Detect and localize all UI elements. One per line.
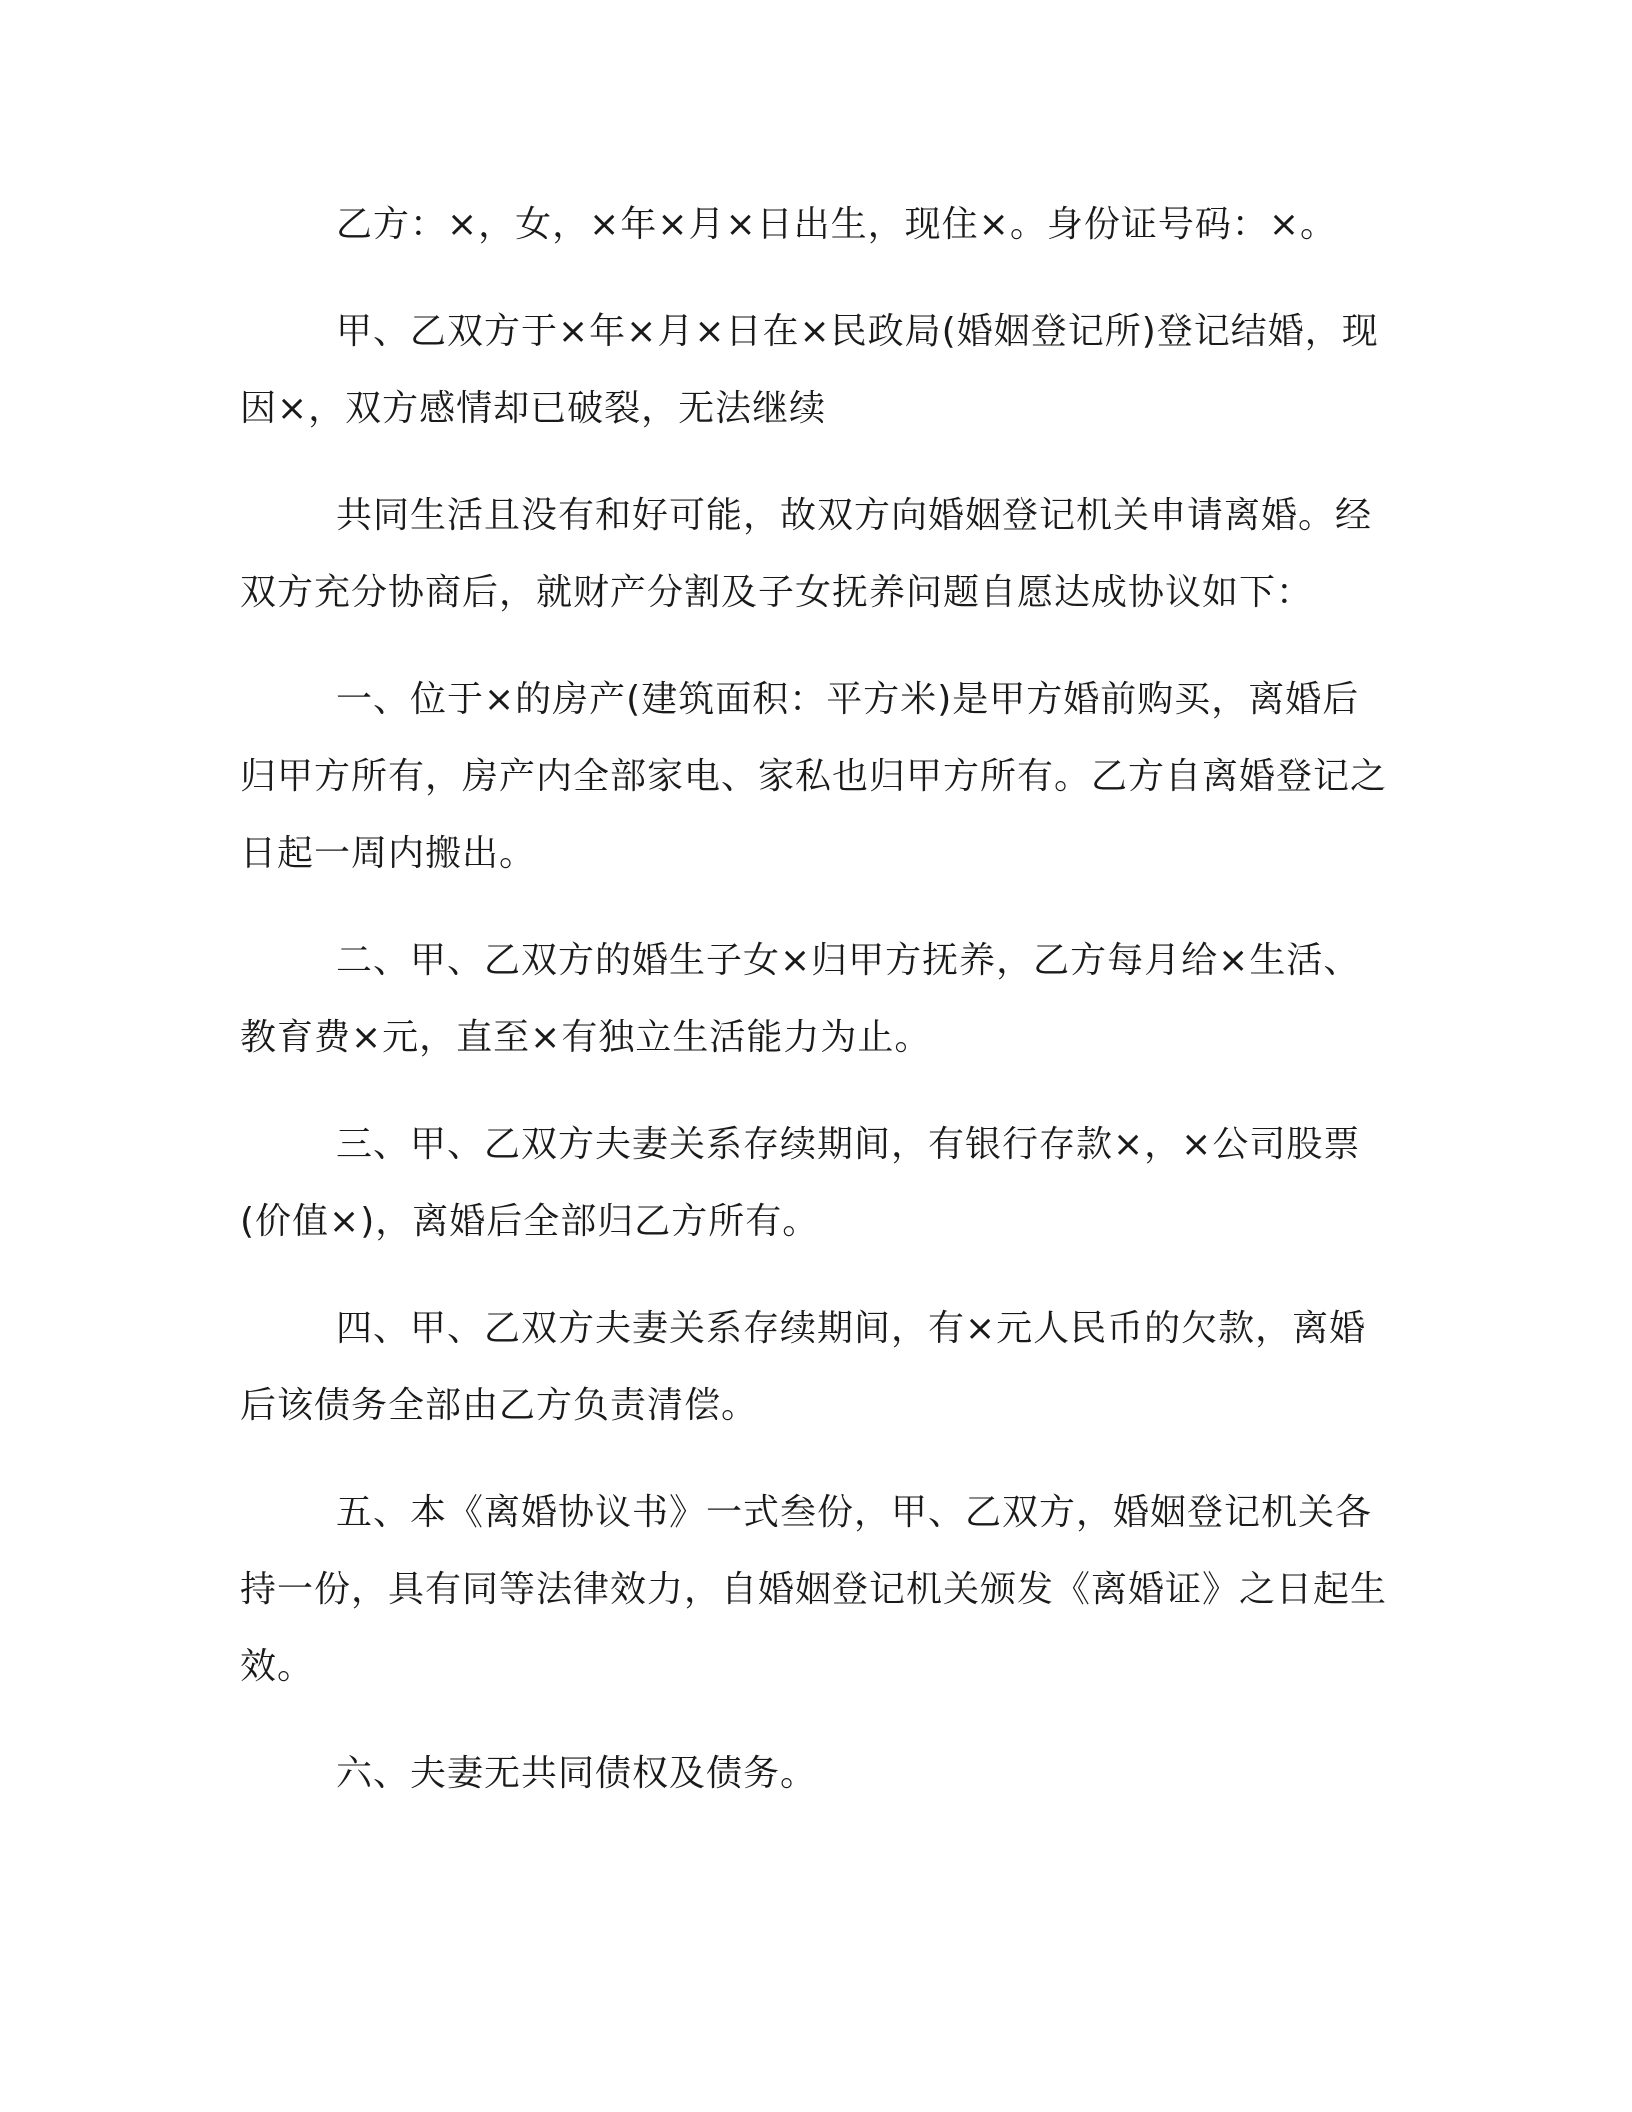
document-body — [240, 186, 1390, 1812]
clause-6-no-joint-claims: 六、夫妻无共同债权及债务。 — [336, 1753, 818, 1794]
clause-5-copies: 五、本《离婚协议书》一式叁份，甲、乙双方，婚姻登记机关各持一份，具有同等法律效力，自婚姻登记机关颁发《离婚证》之日起生效。 — [240, 1492, 1388, 1687]
divorce-application-paragraph: 共同生活且没有和好可能，故双方向婚姻登记机关申请离婚。经双方充分协商后，就财产分割及子女抚养问题自愿达成协议如下： — [240, 495, 1373, 613]
clause-1-property: 一、位于×的房产(建筑面积：平方米)是甲方婚前购买，离婚后归甲方所有，房产内全部家电、家私也归甲方所有。乙方自离婚登记之日起一周内搬出。 — [240, 679, 1388, 874]
clause-4-debt: 四、甲、乙双方夫妻关系存续期间，有×元人民币的欠款，离婚后该债务全部由乙方负责清偿。 — [240, 1308, 1367, 1426]
party-b-info-paragraph: 乙方：×，女，×年×月×日出生，现住×。身份证号码：×。 — [336, 204, 1337, 245]
clause-2-child-custody: 二、甲、乙双方的婚生子女×归甲方抚养，乙方每月给×生活、教育费×元，直至×有独立生活能力为止。 — [240, 940, 1361, 1058]
marriage-registration-paragraph: 甲、乙双方于×年×月×日在×民政局(婚姻登记所)登记结婚，现因×，双方感情却已破裂，无法继续 — [240, 311, 1379, 429]
clause-3-savings-stocks: 三、甲、乙双方夫妻关系存续期间，有银行存款×，×公司股票(价值×)，离婚后全部归乙方所有。 — [240, 1124, 1361, 1242]
